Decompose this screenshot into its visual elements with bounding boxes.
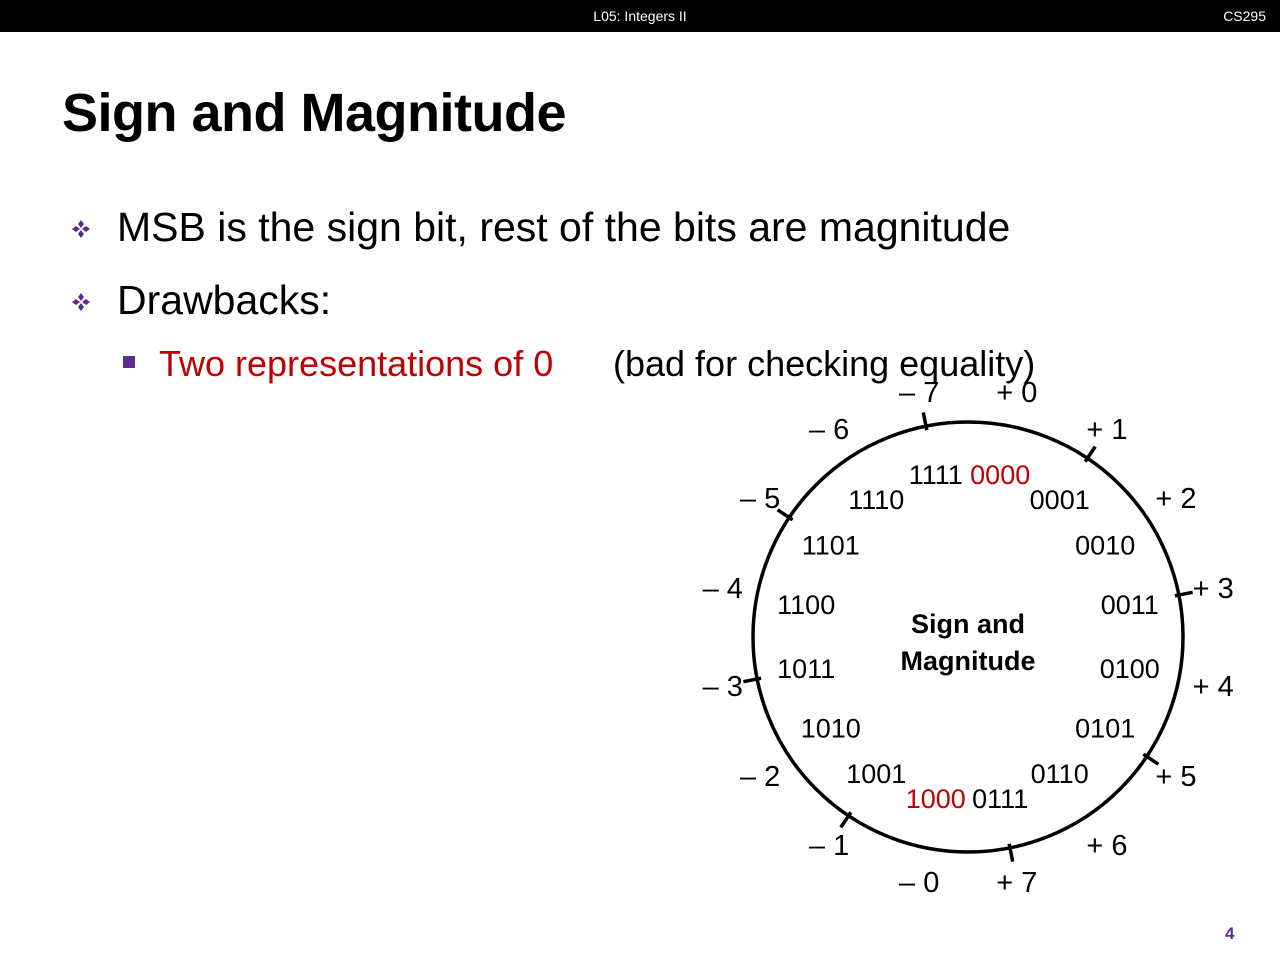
value-label: – 3	[702, 670, 743, 703]
center-label-line1: Sign and	[911, 609, 1025, 639]
bit-pattern-label: 0001	[1029, 484, 1090, 515]
center-label-line2: Magnitude	[900, 646, 1036, 676]
bit-pattern-label: 1110	[848, 484, 905, 515]
value-label: + 4	[1192, 670, 1234, 703]
bit-pattern-label: 0000	[970, 460, 1031, 491]
bit-pattern-label: 1101	[801, 530, 860, 561]
value-label: + 2	[1155, 483, 1197, 516]
value-label: – 1	[808, 829, 850, 862]
bit-pattern-label: 1011	[777, 654, 836, 685]
bit-pattern-label: 0010	[1075, 530, 1136, 561]
value-label: + 5	[1155, 760, 1197, 793]
value-label: + 1	[1086, 414, 1128, 447]
value-label: + 6	[1086, 829, 1128, 862]
slide-title: Sign and Magnitude	[62, 83, 566, 143]
bit-pattern-label: 0101	[1075, 713, 1136, 744]
bit-pattern-label: 0110	[1030, 759, 1089, 790]
bullet-text: Drawbacks:	[117, 277, 332, 323]
value-label: + 3	[1192, 573, 1234, 606]
sub-bullet-highlight: Two representations of 0	[159, 343, 554, 384]
course-code: CS295	[1223, 8, 1266, 24]
value-label: + 0	[996, 376, 1038, 409]
value-label: – 2	[739, 760, 781, 793]
bit-pattern-label: 0100	[1099, 654, 1160, 685]
value-label: – 5	[739, 483, 781, 516]
sub-bullet-rest: (bad for checking equality)	[613, 343, 1036, 384]
value-label: – 6	[808, 414, 850, 447]
bit-pattern-label: 1100	[777, 589, 836, 620]
bullet-text: MSB is the sign bit, rest of the bits are magnitude	[117, 204, 1011, 250]
bit-pattern-label: 1001	[846, 759, 907, 790]
value-label: – 4	[702, 573, 743, 606]
value-label: – 0	[899, 867, 940, 900]
lecture-title: L05: Integers II	[593, 8, 687, 24]
bit-pattern-label: 1111	[908, 460, 963, 491]
bit-pattern-label: 1010	[800, 713, 861, 744]
bit-pattern-label: 0011	[1100, 589, 1159, 620]
value-label: – 7	[899, 376, 940, 409]
page-number: 4	[1225, 924, 1235, 943]
bit-pattern-label: 1000	[905, 783, 966, 814]
bit-pattern-label: 0111	[972, 783, 1029, 814]
value-label: + 7	[996, 867, 1038, 900]
